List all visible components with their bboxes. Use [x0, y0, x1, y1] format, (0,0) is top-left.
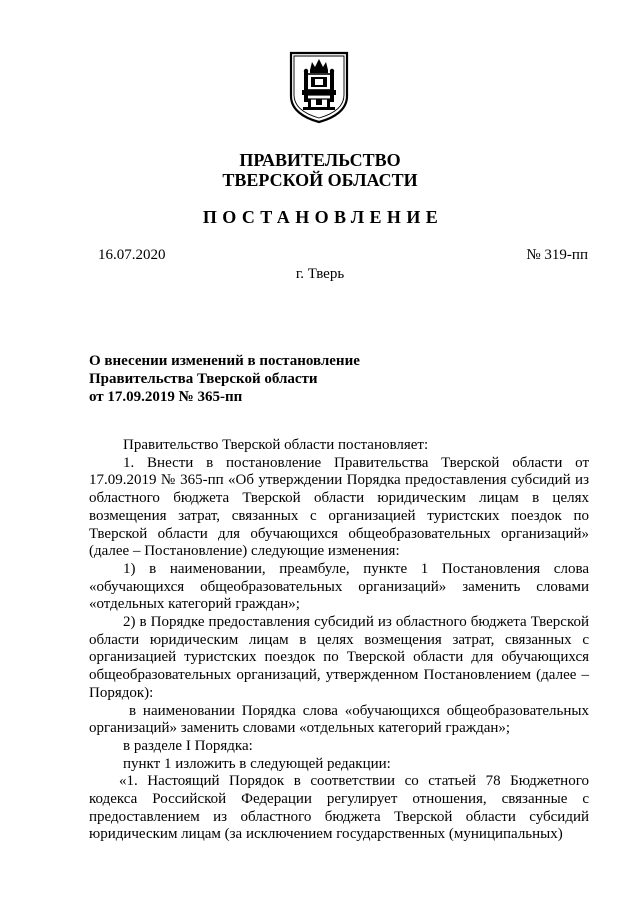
- document-body: [89, 437, 589, 844]
- document-date: 16.07.2020: [98, 247, 166, 263]
- paragraph-subitem-2: 2) в Порядке предоставления субсидий из областного бюджета Тверской области юридическим лицам в целях возмещения затрат, связанных с организацией туристских поездок по Тверской области для обучающихся общеобразовательных организаций, утвержденном Постановлением (далее – Порядок):: [89, 614, 589, 701]
- title-line2: Правительства Тверской области: [89, 371, 318, 387]
- title-line3: от 17.09.2019 № 365-пп: [89, 389, 243, 405]
- paragraph-item-1: 1. Внести в постановление Правительства Тверской области от 17.09.2019 № 365-пп «Об утверждении Порядка предоставления субсидий из областного бюджета Тверской области юридическим лицам в целях возмещения затрат, связанных с организацией туристских поездок по Тверской области для обучающихся общеобразовательных организаций» (далее – Постановление) следующие изменения:: [89, 454, 589, 560]
- paragraph-clause-1-text: «1. Настоящий Порядок в соответствии со статьей 78 Бюджетного кодекса Российской Федерации регулирует отношения, связанные с предоставлением из областного бюджета Тверской области субсидий юридическим лицам (за исключением государственных (муниципальных): [89, 773, 589, 843]
- government-name-line1: ПРАВИТЕЛЬСТВО: [239, 150, 401, 170]
- document-city: г. Тверь: [295, 266, 345, 282]
- paragraph-procedure-title: в наименовании Порядка слова «обучающихся общеобразовательных организаций» заменить словами «отдельных категорий граждан»;: [89, 702, 589, 737]
- title-line1: О внесении изменений в постановление: [89, 353, 360, 369]
- document-number: № 319-пп: [526, 247, 588, 263]
- coat-of-arms-icon: [288, 50, 350, 124]
- government-name-line2: ТВЕРСКОЙ ОБЛАСТИ: [222, 170, 418, 190]
- document-type: ПОСТАНОВЛЕНИЕ: [202, 207, 444, 227]
- paragraph-section-1: в разделе I Порядка:: [123, 737, 253, 754]
- paragraph-subitem-1: 1) в наименовании, преамбуле, пункте 1 Постановления слова «обучающихся общеобразовательных организаций» заменить словами «отдельных категорий граждан»;: [89, 560, 589, 613]
- paragraph-clause-1: пункт 1 изложить в следующей редакции:: [123, 755, 391, 772]
- paragraph-intro: Правительство Тверской области постановляет:: [123, 437, 429, 453]
- document-title: [89, 352, 360, 406]
